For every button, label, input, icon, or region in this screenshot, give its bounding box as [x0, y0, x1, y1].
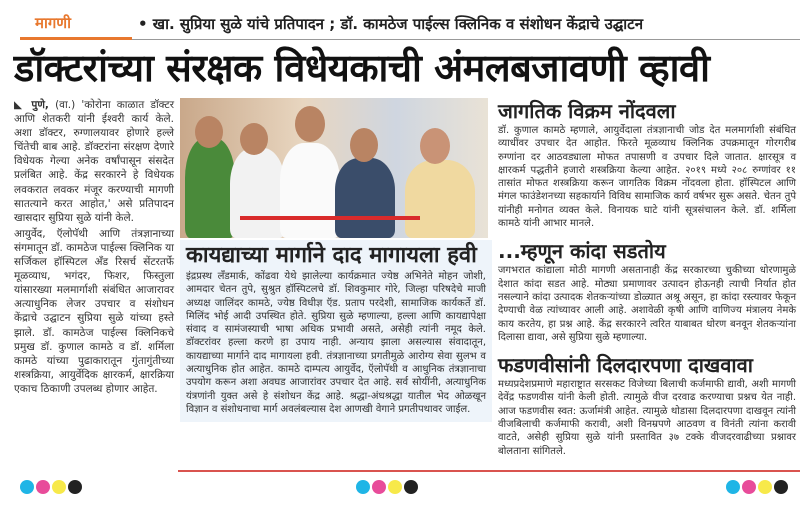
red-rule — [178, 470, 800, 472]
ribbon — [240, 216, 420, 220]
black-dot — [68, 480, 82, 494]
section-body: जगभरात कांद्याला मोठी मागणी असतानाही केंद्र सरकारच्या चुकीच्या धोरणामुळे देशात कांदा सडत आहे. मोठ्या प्रमाणावर उत्पादन होऊनही त्याची निर्यात होत नसल्याने कांदा उत्पादक शेतकऱ्यांच्या डोळ्यात अश्रू असून, हा कांदा रस्त्यावर फेकून देण्याची वेळ त्यांच्यावर आली आहे. अशावेळी कृषी आणि वाणिज्य मंत्रालय नेमके काय करतेय, हा प्रश्न आहे. केंद्र सरकारने त्वरित याबाबत धोरण बनवून शेतकऱ्यांना दिलासा द्यावा, असे सुप्रिया सुळे म्हणाल्या. — [498, 265, 796, 343]
registration-marks — [20, 480, 82, 494]
cyan-dot — [726, 480, 740, 494]
person-figure — [405, 160, 475, 238]
registration-marks — [726, 480, 788, 494]
left-column — [14, 98, 174, 398]
black-dot — [404, 480, 418, 494]
person-figure — [230, 148, 285, 238]
section-body: डॉ. कुणाल कामठे म्हणाले, आयुर्वेदाला तंत्रज्ञानाची जोड देत मलमार्गाशी संबंधित व्याधींवर उपचार देत आहोत. फिरते मूळव्याध क्लिनिक उपक्रमातून गोरगरीब रुग्णांना दर आठवड्याला मोफत तपासणी व उपचार दिले जातात. क्षारसूत्र व क्षारकर्म पद्धतीने हजारो शस्त्रक्रिया केल्या आहेत. २०१९ मध्ये २०८ रुग्णांवर ११ तासांत मोफत शस्त्रक्रिया करून जागतिक विक्रम नोंदवला होता. हॉस्पिटल आणि मंगल फाउंडेशनच्या सहकार्याने विविध सामाजिक कार्य वर्षभर सुरू असते. चेतन तुपे यांनीही मनोगत व्यक्त केले. विनायक घाटे यांनी सूत्रसंचालन केले. डॉ. शर्मिला कामठे यांनी आभार मानले. — [498, 125, 796, 230]
registration-marks — [356, 480, 418, 494]
magenta-dot — [742, 480, 756, 494]
dateline: ◣ पुणे, — [14, 99, 49, 111]
section-body: मध्यप्रदेशप्रमाणे महाराष्ट्रात सरसकट विजेच्या बिलाची कर्जमाफी द्यावी, अशी मागणी देवेंद्र फडणवीस यांनी केली होती. त्यामुळे वीज दरवाढ करण्याचा प्रश्नच येत नाही. आज फडणवीस स्वत: ऊर्जामंत्री आहेत. त्यामुळे थोडासा दिलदारपणा दाखवून त्यांनी वीजबिलाची कर्जमाफी करावी, अशी विनम्रपणे आठवण व विनंती त्यांना करावी वाटते, असेही सुप्रिया सुळे यांनी प्रस्तावित ३७ टक्के वीजदरवाढीच्या प्रश्नावर बोलताना सांगितले. — [498, 379, 796, 457]
right-column — [498, 98, 796, 466]
lead-paragraph — [14, 98, 174, 225]
box-heading: कायद्याच्या मार्गाने दाद मागायला हवी — [186, 243, 477, 268]
yellow-dot — [52, 480, 66, 494]
person-face — [420, 128, 450, 164]
page-footer — [0, 470, 800, 510]
subheadline: • खा. सुप्रिया सुळे यांचे प्रतिपादन ; डॉ. कामठेज पाईल्स क्लिनिक व संशोधन केंद्राचे उद्घाटन — [132, 14, 800, 40]
black-dot — [774, 480, 788, 494]
headline: डॉक्टरांच्या संरक्षक विधेयकाची अंमलबजावणी व्हावी — [14, 46, 710, 90]
para2: आयुर्वेद, ऍलोपॅथी आणि तंत्रज्ञानाच्या संगमातून डॉ. कामठेज पाईल्स क्लिनिक या सर्जिकल हॉस्पिटल अँड रिसर्च सेंटरतर्फे मूळव्याध, भगंदर, फिशर, फिस्तुला यांसारख्या मलमार्गाशी संबंधित आजारावर अत्याधुनिक लेजर उपचार व संशोधन केंद्राचे उद्घाटन सुप्रिया सुळे यांच्या हस्ते झाले. डॉ. कामठेज पाईल्स क्लिनिकचे प्रमुख डॉ. कुणाल कामठे व डॉ. शर्मिला कामठे यांच्या पुढाकारातून गुंतागुंतीच्या शस्त्रक्रिया, आयुर्वेदिक क्षारकर्म, क्षारक्रिया एकाच ठिकाणी उपलब्ध होणार आहेत. — [14, 227, 174, 395]
section-kicker: मागणी — [20, 13, 132, 40]
person-figure — [280, 143, 340, 238]
magenta-dot — [36, 480, 50, 494]
cyan-dot — [356, 480, 370, 494]
event-photo — [180, 98, 488, 238]
section-heading: फडणवीसांनी दिलदारपणा दाखवावा — [498, 353, 753, 378]
cyan-dot — [20, 480, 34, 494]
dateline-text: पुणे, — [31, 99, 49, 111]
person-figure — [185, 138, 235, 238]
article-columns — [0, 98, 800, 466]
section-heading: जागतिक विक्रम नोंदवला — [498, 99, 676, 123]
yellow-dot — [758, 480, 772, 494]
person-face — [350, 128, 378, 162]
agency: (वा.) — [55, 99, 76, 111]
box-body: इंद्रप्रस्थ लँडमार्क, कोंढवा येथे झालेल्या कार्यक्रमात ज्येष्ठ अभिनेते मोहन जोशी, आमदार चेतन तुपे, सुश्रुत हॉस्पिटलचे डॉ. शिवकुमार गोरे, जिल्हा परिषदेचे माजी अध्यक्ष जालिंदर कामठे, ज्येष्ठ विधीज्ञ ऍड. प्रताप परदेशी, सामाजिक कार्यकर्ते डॉ. मिलिंद भोई आदी उपस्थित होते. सुप्रिया सुळे म्हणाल्या, हल्ला आणि कायद्यापेक्षा संवाद व सामंजस्याची भाषा अधिक प्रभावी असते, असेही त्यांनी नमूद केले. डॉक्टरांवर हल्ला करणे हा उपाय नाही. अन्याय झाला असल्यास संवादातून, कायद्याच्या मार्गाने दाद मागायला हवी. तंत्रज्ञानाच्या प्रगतीमुळे आरोग्य सेवा सुलभ व अत्याधुनिक होत आहेत. कामठे दाम्पत्य आयुर्वेद, ऍलोपॅथी व आधुनिक तंत्रज्ञानाचा उपयोग करून अशा अवघड आजारांवर उपचार देत आहे. सर्व सोयींनी, अत्याधुनिक यंत्रणांनी युक्त असे हे संशोधन केंद्र आहे. श्रद्धा-अंधश्रद्धा यातील भेद ओळखून विज्ञान व संशोधनाचा मार्ग अवलंबल्यास देश आणखी वेगाने प्रगतीपथावर जाईल. — [186, 271, 486, 415]
kicker-bar — [0, 0, 800, 40]
yellow-dot — [388, 480, 402, 494]
magenta-dot — [372, 480, 386, 494]
person-face — [295, 106, 325, 142]
person-face — [195, 116, 223, 148]
para1: 'कोरोना काळात डॉक्टर आणि शेतकरी यांनी ईश्वरी कार्य केले. अशा डॉक्टर, रुग्णालयावर होणारे हल्ले चिंतेची बाब आहे. डॉक्टरांना संरक्षण देणारे विधेयक गेल्या अनेक वर्षांपासून संसदेत प्रलंबित आहे. केंद्र सरकारने हे विधेयक लवकरात लवकर मंजूर करण्याची मागणी सातत्याने करत आहोत,' असे प्रतिपादन खासदार सुप्रिया सुळे यांनी केले. — [14, 99, 174, 224]
middle-column — [180, 98, 492, 422]
person-face — [240, 123, 268, 155]
sidebar-box — [180, 240, 492, 422]
person-figure — [335, 158, 395, 238]
section-heading: ...म्हणून कांदा सडतोय — [498, 239, 666, 264]
